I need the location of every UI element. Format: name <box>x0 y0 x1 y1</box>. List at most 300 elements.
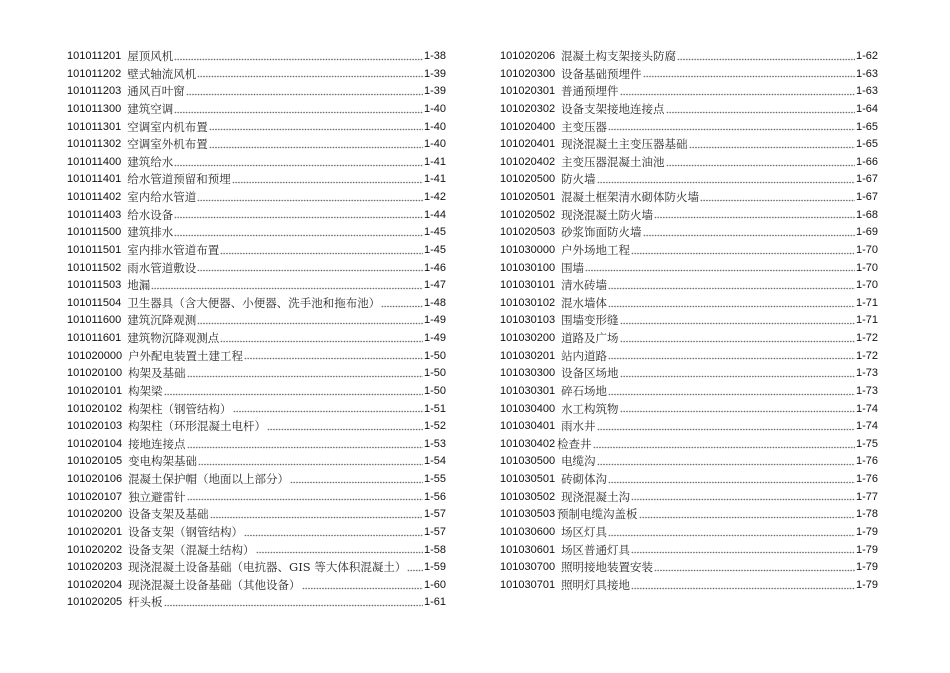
toc-entry[interactable] <box>500 101 878 119</box>
entry-title: 构架梁 <box>128 383 163 398</box>
entry-title: 混凝土构支架接头防腐 <box>561 49 677 63</box>
dot-leader <box>677 58 855 61</box>
dot-leader <box>164 604 423 607</box>
entry-title: 给水设备 <box>127 207 174 222</box>
toc-entry[interactable] <box>67 559 446 577</box>
toc-entry[interactable] <box>67 119 446 137</box>
toc-entry[interactable] <box>67 136 446 154</box>
entry-title: 设备区场地 <box>561 366 619 381</box>
dot-leader <box>302 587 423 590</box>
toc-entry[interactable] <box>500 489 878 507</box>
dot-leader <box>666 111 855 114</box>
toc-column-left <box>67 48 446 612</box>
toc-entry[interactable] <box>500 66 878 84</box>
entry-title: 建筑物沉降观测点 <box>127 331 220 345</box>
dot-leader <box>197 75 423 78</box>
entry-page: 1-65 <box>855 138 878 151</box>
entry-page: 1-70 <box>855 261 878 274</box>
entry-code: 101011501 <box>67 243 122 256</box>
entry-code: 101020205 <box>67 596 123 609</box>
toc-entry[interactable] <box>500 577 878 595</box>
entry-title: 现浇混凝土设备基础（电抗器、GIS 等大体积混凝土） <box>128 560 407 575</box>
entry-page: 1-72 <box>855 349 878 362</box>
dot-leader <box>597 181 855 184</box>
dot-leader <box>608 393 855 396</box>
toc-entry[interactable] <box>67 453 446 471</box>
toc-entry[interactable] <box>500 260 878 278</box>
entry-title: 现浇混凝土主变压器基础 <box>561 137 688 152</box>
dot-leader <box>256 551 423 554</box>
dot-leader <box>639 516 855 519</box>
toc-entry[interactable] <box>500 119 878 137</box>
toc-entry[interactable] <box>67 594 446 612</box>
dot-leader <box>151 287 423 290</box>
entry-title: 地漏 <box>127 278 151 293</box>
toc-entry[interactable] <box>500 506 878 524</box>
entry-title: 电缆沟 <box>561 454 596 469</box>
entry-title: 清水砖墙 <box>561 278 608 293</box>
entry-code: 101020100 <box>67 367 123 380</box>
entry-page: 1-73 <box>855 384 878 397</box>
entry-code: 101030600 <box>500 525 556 538</box>
toc-entry[interactable] <box>500 471 878 489</box>
toc-entry[interactable] <box>67 436 446 454</box>
entry-code: 101011503 <box>67 279 122 292</box>
toc-entry[interactable] <box>67 224 446 242</box>
entry-title: 设备支架及基础 <box>128 507 209 522</box>
toc-column-right <box>500 48 878 594</box>
toc-entry[interactable] <box>67 66 446 84</box>
toc-entry[interactable] <box>500 136 878 154</box>
entry-code: 101020107 <box>67 490 123 503</box>
entry-code: 101011504 <box>67 296 122 309</box>
entry-title: 预制电缆沟盖板 <box>557 507 638 522</box>
entry-code: 101020400 <box>500 120 556 133</box>
dot-leader <box>620 340 855 343</box>
toc-entry[interactable] <box>67 401 446 419</box>
toc-entry[interactable] <box>67 489 446 507</box>
entry-title: 空调室外机布置 <box>127 137 208 152</box>
entry-title: 雨水管道敷设 <box>127 260 197 275</box>
entry-code: 101020000 <box>67 349 123 362</box>
toc-entry[interactable] <box>500 418 878 436</box>
entry-code: 101020501 <box>500 191 556 203</box>
entry-title: 设备基础预埋件 <box>561 66 642 81</box>
entry-page: 1-40 <box>423 102 446 115</box>
dot-leader <box>608 287 855 290</box>
entry-code: 101030300 <box>500 367 556 380</box>
dot-leader <box>585 269 855 272</box>
entry-title: 照明接地装置安装 <box>561 560 654 575</box>
entry-page: 1-75 <box>855 437 878 450</box>
entry-code: 101011403 <box>67 208 122 221</box>
entry-code: 101011300 <box>67 102 122 115</box>
entry-code: 101030503 <box>500 508 556 521</box>
dot-leader <box>187 446 423 449</box>
entry-title: 室内排水管道布置 <box>127 242 220 257</box>
entry-code: 101020200 <box>67 508 123 521</box>
toc-entry[interactable] <box>500 365 878 383</box>
entry-page: 1-67 <box>855 191 878 203</box>
entry-code: 101011301 <box>67 120 122 133</box>
dot-leader <box>608 305 855 308</box>
entry-title: 建筑空调 <box>127 101 174 116</box>
toc-entry[interactable] <box>67 83 446 101</box>
toc-entry[interactable] <box>500 171 878 189</box>
toc-entry[interactable] <box>67 207 446 225</box>
entry-title: 场区灯具 <box>561 524 608 539</box>
entry-title: 砂浆饰面防火墙 <box>561 225 642 240</box>
entry-code: 101030500 <box>500 455 556 468</box>
toc-entry[interactable] <box>67 348 446 366</box>
entry-title: 检查井 <box>557 436 592 451</box>
entry-title: 设备支架（钢管结构） <box>128 524 244 539</box>
entry-page: 1-69 <box>855 226 878 239</box>
dot-leader <box>597 463 855 466</box>
entry-code: 101020106 <box>67 473 123 485</box>
entry-code: 101020104 <box>67 437 123 450</box>
entry-title: 混水墙体 <box>561 295 608 310</box>
entry-title: 碎石场地 <box>561 383 608 398</box>
entry-page: 1-47 <box>423 279 446 292</box>
dot-leader <box>210 516 423 519</box>
entry-title: 卫生器具（含大便器、小便器、洗手池和拖布池） <box>127 295 381 310</box>
entry-title: 水工构筑物 <box>561 401 619 416</box>
entry-page: 1-40 <box>423 120 446 133</box>
entry-page: 1-53 <box>423 437 446 450</box>
entry-code: 101030100 <box>500 261 556 274</box>
entry-page: 1-65 <box>855 120 878 133</box>
entry-code: 101011601 <box>67 332 122 344</box>
dot-leader <box>174 234 423 237</box>
dot-leader <box>220 252 423 255</box>
dot-leader <box>643 75 855 78</box>
toc-entry[interactable] <box>67 312 446 330</box>
entry-page: 1-59 <box>423 561 446 574</box>
toc-entry[interactable] <box>67 418 446 436</box>
dot-leader <box>620 375 855 378</box>
dot-leader <box>597 428 855 431</box>
entry-page: 1-70 <box>855 243 878 256</box>
toc-entry[interactable] <box>500 277 878 295</box>
dot-leader <box>209 146 423 149</box>
entry-title: 构架柱（环形混凝土电杆） <box>128 419 267 434</box>
entry-code: 101011203 <box>67 85 122 98</box>
entry-title: 现浇混凝土沟 <box>561 489 631 504</box>
dot-leader <box>290 481 423 484</box>
toc-entry[interactable] <box>67 524 446 542</box>
entry-code: 101011201 <box>67 50 122 62</box>
entry-code: 101020202 <box>67 543 123 556</box>
entry-page: 1-76 <box>855 455 878 468</box>
entry-page: 1-58 <box>423 543 446 556</box>
entry-title: 建筑沉降观测 <box>127 313 197 328</box>
entry-page: 1-76 <box>855 473 878 485</box>
dot-leader <box>631 498 855 501</box>
dot-leader <box>197 199 423 202</box>
entry-code: 101030200 <box>500 332 556 344</box>
toc-entry[interactable] <box>500 189 878 207</box>
toc-entry[interactable] <box>67 330 446 348</box>
entry-title: 杆头板 <box>128 595 163 610</box>
entry-page: 1-74 <box>855 402 878 415</box>
entry-code: 101020302 <box>500 102 556 115</box>
entry-title: 屋顶风机 <box>127 49 174 63</box>
entry-title: 现浇混凝土防火墙 <box>561 207 654 222</box>
toc-entry[interactable] <box>67 154 446 172</box>
entry-title: 构架及基础 <box>128 366 186 381</box>
toc-entry[interactable] <box>500 436 878 454</box>
dot-leader <box>631 551 855 554</box>
toc-entry[interactable] <box>500 242 878 260</box>
dot-leader <box>608 357 855 360</box>
entry-code: 101020101 <box>67 384 123 397</box>
dot-leader <box>244 357 423 360</box>
entry-code: 101020502 <box>500 208 556 221</box>
toc-entry[interactable] <box>500 559 878 577</box>
dot-leader <box>233 410 423 413</box>
entry-page: 1-44 <box>423 208 446 221</box>
dot-leader <box>608 481 855 484</box>
entry-page: 1-79 <box>855 525 878 538</box>
entry-code: 101030201 <box>500 349 556 362</box>
toc-entry[interactable] <box>500 312 878 330</box>
dot-leader <box>631 587 855 590</box>
toc-entry[interactable] <box>500 542 878 560</box>
toc-entry[interactable] <box>67 295 446 313</box>
toc-entry[interactable] <box>67 506 446 524</box>
entry-code: 101030501 <box>500 473 556 485</box>
entry-page: 1-67 <box>855 173 878 186</box>
entry-title: 接地连接点 <box>128 436 186 451</box>
entry-page: 1-54 <box>423 455 446 468</box>
entry-page: 1-70 <box>855 279 878 292</box>
entry-page: 1-57 <box>423 525 446 538</box>
dot-leader <box>187 498 423 501</box>
entry-title: 主变压器混凝土油池 <box>561 154 665 169</box>
dot-leader <box>209 128 423 131</box>
dot-leader <box>689 146 855 149</box>
entry-code: 101020203 <box>67 561 123 574</box>
entry-page: 1-74 <box>855 420 878 433</box>
dot-leader <box>593 446 855 449</box>
entry-code: 101011402 <box>67 191 122 203</box>
entry-title: 雨水井 <box>561 419 596 434</box>
entry-title: 主变压器 <box>561 119 608 134</box>
entry-title: 现浇混凝土设备基础（其他设备） <box>128 577 301 592</box>
entry-page: 1-41 <box>423 155 446 168</box>
entry-title: 独立避雷针 <box>128 489 186 504</box>
entry-page: 1-48 <box>423 296 446 309</box>
entry-title: 户外场地工程 <box>561 242 631 257</box>
toc-entry[interactable] <box>500 453 878 471</box>
dot-leader <box>267 428 423 431</box>
entry-title: 混凝土保护帽（地面以上部分） <box>128 472 290 486</box>
entry-page: 1-50 <box>423 384 446 397</box>
entry-page: 1-79 <box>855 561 878 574</box>
entry-page: 1-78 <box>855 508 878 521</box>
entry-page: 1-38 <box>423 50 446 62</box>
entry-code: 101030601 <box>500 543 556 556</box>
entry-page: 1-52 <box>423 420 446 433</box>
entry-page: 1-49 <box>423 314 446 327</box>
toc-entry[interactable] <box>67 577 446 595</box>
dot-leader <box>666 164 855 167</box>
toc-entry[interactable] <box>67 471 446 489</box>
entry-title: 构架柱（钢管结构） <box>128 401 232 416</box>
entry-page: 1-71 <box>855 314 878 327</box>
entry-code: 101030103 <box>500 314 556 327</box>
entry-code: 101020103 <box>67 420 123 433</box>
entry-title: 混凝土框架清水砌体防火墙 <box>561 190 700 204</box>
toc-entry[interactable] <box>67 48 446 66</box>
toc-entry[interactable] <box>67 383 446 401</box>
entry-title: 壁式轴流风机 <box>127 66 197 81</box>
entry-code: 101030502 <box>500 490 556 503</box>
entry-page: 1-40 <box>423 138 446 151</box>
dot-leader <box>198 463 423 466</box>
entry-code: 101030000 <box>500 243 556 256</box>
entry-code: 101030701 <box>500 578 556 591</box>
entry-code: 101020300 <box>500 67 556 80</box>
dot-leader <box>174 111 423 114</box>
dot-leader <box>620 410 855 413</box>
toc-entry[interactable] <box>500 295 878 313</box>
dot-leader <box>608 128 855 131</box>
entry-code: 101011202 <box>67 67 122 80</box>
entry-page: 1-57 <box>423 508 446 521</box>
dot-leader <box>187 375 423 378</box>
dot-leader <box>174 216 423 219</box>
entry-title: 围墙变形缝 <box>561 313 619 328</box>
toc-entry[interactable] <box>500 83 878 101</box>
dot-leader <box>244 534 423 537</box>
entry-page: 1-50 <box>423 349 446 362</box>
entry-code: 101020301 <box>500 85 556 98</box>
dot-leader <box>174 58 423 61</box>
entry-title: 建筑排水 <box>127 225 174 240</box>
entry-page: 1-61 <box>423 596 446 609</box>
entry-page: 1-60 <box>423 578 446 591</box>
entry-page: 1-55 <box>423 473 446 485</box>
dot-leader <box>197 322 423 325</box>
entry-page: 1-79 <box>855 543 878 556</box>
dot-leader <box>631 252 855 255</box>
dot-leader <box>700 199 855 202</box>
entry-page: 1-63 <box>855 85 878 98</box>
dot-leader <box>620 322 855 325</box>
entry-code: 101030101 <box>500 279 556 292</box>
entry-page: 1-71 <box>855 296 878 309</box>
toc-entry[interactable] <box>500 383 878 401</box>
entry-title: 空调室内机布置 <box>127 119 208 134</box>
dot-leader <box>620 93 855 96</box>
entry-title: 室内给水管道 <box>127 190 197 204</box>
toc-entry[interactable] <box>500 154 878 172</box>
entry-code: 101011400 <box>67 155 122 168</box>
entry-page: 1-41 <box>423 173 446 186</box>
entry-code: 101011600 <box>67 314 122 327</box>
entry-title: 道路及广场 <box>561 331 619 345</box>
toc-entry[interactable] <box>500 330 878 348</box>
entry-page: 1-72 <box>855 332 878 344</box>
entry-page: 1-45 <box>423 243 446 256</box>
dot-leader <box>381 305 423 308</box>
toc-entry[interactable] <box>67 101 446 119</box>
entry-code: 101030402 <box>500 437 556 450</box>
entry-page: 1-73 <box>855 367 878 380</box>
dot-leader <box>232 181 423 184</box>
entry-code: 101030301 <box>500 384 556 397</box>
entry-page: 1-63 <box>855 67 878 80</box>
toc-entry[interactable] <box>67 189 446 207</box>
toc-entry[interactable] <box>67 277 446 295</box>
dot-leader <box>608 534 855 537</box>
entry-page: 1-66 <box>855 155 878 168</box>
entry-page: 1-68 <box>855 208 878 221</box>
toc-entry[interactable] <box>500 524 878 542</box>
entry-code: 101030102 <box>500 296 556 309</box>
entry-code: 101020503 <box>500 226 556 239</box>
entry-title: 砖砌体沟 <box>561 472 608 486</box>
entry-page: 1-62 <box>855 50 878 62</box>
toc-entry[interactable] <box>67 242 446 260</box>
entry-page: 1-42 <box>423 191 446 203</box>
dot-leader <box>654 569 855 572</box>
entry-page: 1-45 <box>423 226 446 239</box>
entry-title: 建筑给水 <box>127 154 174 169</box>
entry-page: 1-77 <box>855 490 878 503</box>
entry-page: 1-39 <box>423 67 446 80</box>
entry-code: 101030400 <box>500 402 556 415</box>
entry-code: 101020402 <box>500 155 556 168</box>
toc-entry[interactable] <box>500 48 878 66</box>
entry-title: 变电构架基础 <box>128 454 198 469</box>
toc-entry[interactable] <box>500 401 878 419</box>
entry-code: 101011500 <box>67 226 122 239</box>
entry-title: 普通预埋件 <box>561 84 619 99</box>
toc-entry[interactable] <box>67 260 446 278</box>
entry-title: 防火墙 <box>561 172 596 187</box>
toc-entry[interactable] <box>500 224 878 242</box>
dot-leader <box>220 340 423 343</box>
entry-title: 设备支架接地连接点 <box>561 101 665 116</box>
dot-leader <box>643 234 855 237</box>
toc-entry[interactable] <box>500 207 878 225</box>
entry-page: 1-51 <box>423 402 446 415</box>
entry-code: 101011401 <box>67 173 122 186</box>
entry-page: 1-50 <box>423 367 446 380</box>
toc-entry[interactable] <box>67 365 446 383</box>
dot-leader <box>407 569 423 572</box>
entry-code: 101020500 <box>500 173 556 186</box>
entry-title: 围墙 <box>561 260 585 275</box>
entry-title: 给水管道预留和预埋 <box>127 172 231 187</box>
entry-code: 101020201 <box>67 525 123 538</box>
toc-entry[interactable] <box>67 171 446 189</box>
dot-leader <box>197 269 423 272</box>
entry-code: 101020105 <box>67 455 123 468</box>
entry-title: 户外配电装置土建工程 <box>128 348 244 363</box>
toc-entry[interactable] <box>67 542 446 560</box>
entry-code: 101020102 <box>67 402 123 415</box>
dot-leader <box>186 93 423 96</box>
entry-title: 站内道路 <box>561 348 608 363</box>
toc-entry[interactable] <box>500 348 878 366</box>
entry-code: 101020206 <box>500 50 556 62</box>
entry-title: 照明灯具接地 <box>561 577 631 592</box>
entry-title: 场区普通灯具 <box>561 542 631 557</box>
